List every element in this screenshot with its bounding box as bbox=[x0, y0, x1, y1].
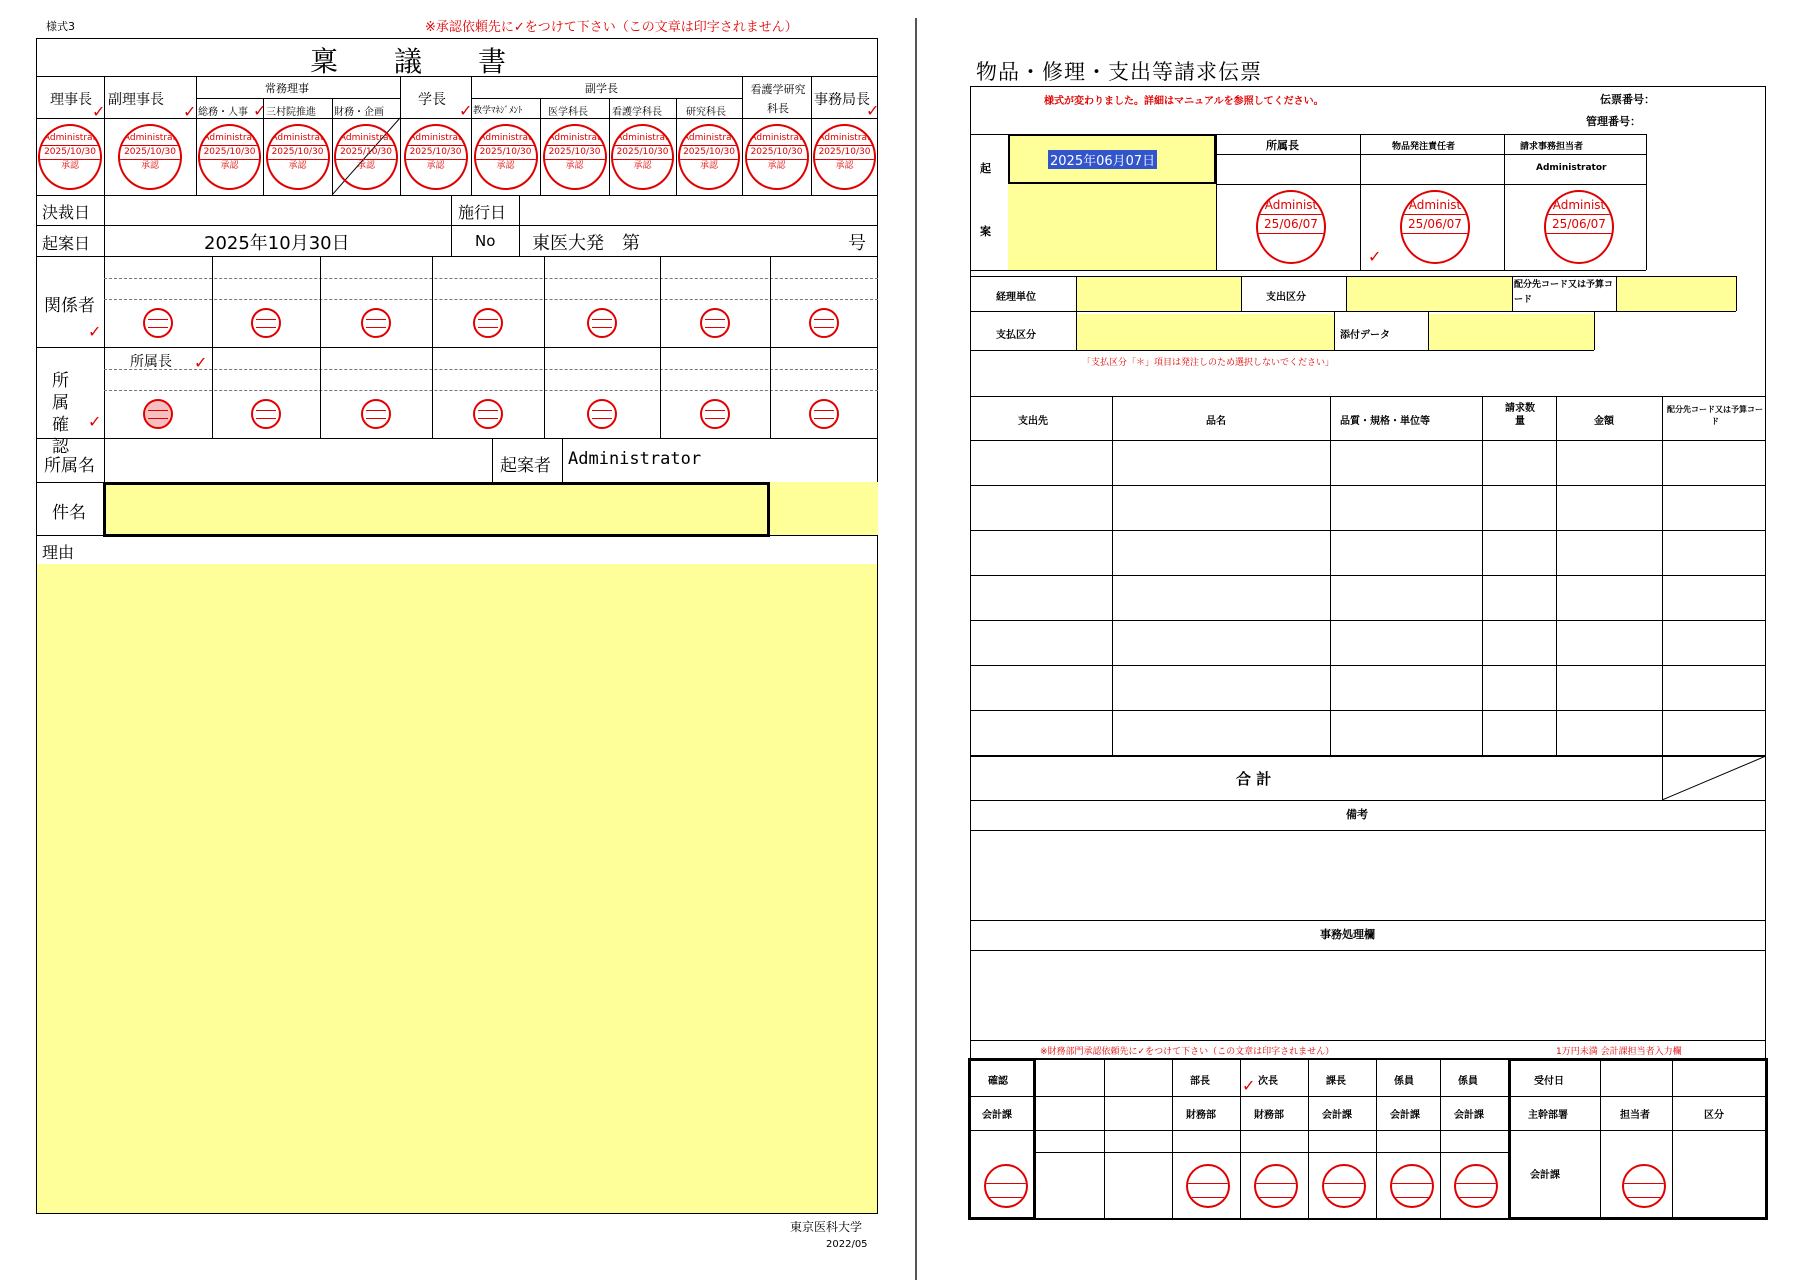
th-payee: 支出先 bbox=[1018, 416, 1048, 427]
executive-sub-3: 財務・企画 bbox=[334, 107, 384, 118]
empty-stamp-icon[interactable] bbox=[361, 399, 391, 429]
bottom-head: 部長 bbox=[1190, 1076, 1210, 1087]
empty-stamp-icon[interactable] bbox=[587, 399, 617, 429]
stamp-name: Administ bbox=[1552, 198, 1606, 212]
bottom-dept: 財務部 bbox=[1254, 1110, 1284, 1121]
table-row[interactable] bbox=[970, 575, 1766, 576]
grid-line bbox=[770, 347, 771, 438]
check-mark[interactable]: ✓ bbox=[1242, 1076, 1256, 1095]
stamp-name: Administrat bbox=[203, 133, 256, 143]
office-label: 事務処理欄 bbox=[1320, 928, 1375, 941]
grid-line bbox=[432, 256, 433, 347]
grid-line bbox=[320, 347, 321, 438]
grid-line bbox=[1440, 1058, 1441, 1220]
executive-sub-2: 三村院推進 bbox=[266, 107, 316, 118]
accounting-label-2: 会計課 bbox=[1530, 1170, 1560, 1181]
table-row[interactable] bbox=[970, 485, 1766, 486]
stamp-name: Administrat bbox=[682, 133, 736, 143]
grid-line bbox=[544, 347, 545, 438]
grid-line bbox=[212, 256, 213, 347]
grid-line bbox=[1308, 1058, 1309, 1220]
payment-type-input[interactable] bbox=[1076, 314, 1334, 350]
attach-label: 添付データ bbox=[1340, 330, 1390, 341]
grid-line bbox=[432, 347, 433, 438]
approver-nursing: 看護学研究科長 bbox=[750, 83, 806, 115]
table-row[interactable] bbox=[970, 710, 1766, 711]
budget-code-label: 配分先コード又は予算コード bbox=[1514, 280, 1614, 305]
check-mark[interactable]: ✓ bbox=[459, 101, 473, 120]
col-head-dept-head: 所属長 bbox=[1266, 139, 1299, 152]
empty-stamp-icon[interactable] bbox=[809, 399, 839, 429]
grid-line bbox=[104, 299, 878, 300]
grid-line bbox=[1104, 1058, 1105, 1220]
empty-stamp-icon[interactable] bbox=[700, 399, 730, 429]
stamp-date: 25/06/07 bbox=[1546, 214, 1612, 234]
grid-line bbox=[104, 369, 878, 370]
draft-date-selected[interactable]: 2025年06月07日 bbox=[1048, 150, 1157, 169]
received-label: 受付日 bbox=[1534, 1076, 1564, 1087]
approval-stamp bbox=[266, 124, 330, 190]
empty-stamp-icon[interactable] bbox=[143, 308, 173, 338]
confirm-label: 確認 bbox=[988, 1076, 1008, 1087]
stamp-name: Administrat bbox=[818, 133, 871, 143]
empty-stamp-icon[interactable] bbox=[473, 399, 503, 429]
total-diagonal bbox=[1662, 756, 1766, 800]
approval-stamp bbox=[813, 124, 876, 190]
stamp-name: Administrat bbox=[123, 133, 177, 143]
stamp-date: 2025/10/30 bbox=[406, 145, 466, 160]
stamp-name: Administrat bbox=[548, 133, 601, 143]
approver-vice-chairman: 副理事長 bbox=[108, 92, 164, 108]
table-row[interactable] bbox=[970, 530, 1766, 531]
executive-sub-1: 総務・人事 bbox=[198, 107, 248, 118]
grid-line bbox=[1600, 1058, 1601, 1220]
empty-stamp-icon[interactable] bbox=[473, 308, 503, 338]
empty-stamp-icon[interactable] bbox=[809, 308, 839, 338]
grid-line bbox=[1240, 1058, 1241, 1220]
grid-line bbox=[1172, 1058, 1173, 1220]
check-mark[interactable]: ✓ bbox=[1368, 247, 1382, 266]
bottom-stamp bbox=[1254, 1164, 1298, 1208]
stamp-date: 2025/10/30 bbox=[680, 145, 738, 160]
stamp-name: Administrat bbox=[479, 133, 532, 143]
clerk-name: Administrator bbox=[1536, 163, 1607, 173]
vice-sub-1: 教学ﾏﾈｼﾞﾒﾝﾄ bbox=[473, 106, 523, 116]
check-mark[interactable]: ✓ bbox=[253, 101, 267, 120]
expense-type-label: 支出区分 bbox=[1266, 292, 1306, 303]
doc-number-suffix: 号 bbox=[848, 233, 866, 254]
dept-name-label: 所属名 bbox=[44, 456, 95, 476]
stamp-date: 2025/10/30 bbox=[545, 145, 605, 160]
executive-group: 常務理事 bbox=[265, 82, 309, 95]
stamp-date: 2025/10/30 bbox=[476, 145, 536, 160]
check-mark[interactable]: ✓ bbox=[88, 412, 102, 431]
budget-unit-label: 経理単位 bbox=[996, 292, 1036, 303]
stamp-status: 承認 bbox=[633, 161, 652, 171]
decision-date-label: 決裁日 bbox=[42, 203, 91, 222]
approver-secretary: 事務局長 bbox=[814, 92, 870, 108]
bottom-dept: 会計課 bbox=[1454, 1110, 1484, 1121]
stamp-status: 承認 bbox=[699, 161, 718, 171]
stamp-date: 2025/10/30 bbox=[120, 145, 180, 160]
budget-unit-input[interactable] bbox=[1076, 276, 1241, 311]
stamp-date: 2025/10/30 bbox=[747, 145, 807, 160]
draft-stamp bbox=[1256, 190, 1326, 264]
accounting-label: 会計課 bbox=[982, 1110, 1012, 1121]
stamp-status: 承認 bbox=[60, 161, 79, 171]
bottom-dept: 財務部 bbox=[1186, 1110, 1216, 1121]
bottom-stamp bbox=[1622, 1164, 1666, 1208]
stamp-date: 2025/10/30 bbox=[613, 145, 672, 160]
stamp-name: Administrat bbox=[43, 133, 97, 143]
th-amount: 金額 bbox=[1594, 416, 1614, 427]
empty-stamp-icon[interactable] bbox=[251, 399, 281, 429]
stamp-status: 承認 bbox=[767, 161, 786, 171]
draft-label-ki: 起 bbox=[980, 162, 991, 175]
grid-line bbox=[104, 390, 878, 391]
approval-stamp bbox=[611, 124, 674, 190]
stamp-name: Administrat bbox=[271, 133, 324, 143]
attach-input[interactable] bbox=[1428, 314, 1594, 350]
subject-input[interactable] bbox=[103, 482, 770, 537]
stamp-status: 承認 bbox=[835, 161, 854, 171]
stamp-status: 承認 bbox=[565, 161, 584, 171]
grid-line bbox=[770, 256, 771, 347]
vice-sub-3: 看護学科長 bbox=[612, 107, 662, 118]
approval-stamp bbox=[678, 124, 740, 190]
reason-label: 理由 bbox=[42, 543, 75, 562]
instruction-note: ※承認依頼先に✓をつけて下さい（この文章は印字されません） bbox=[425, 20, 798, 35]
stamp-date: 25/06/07 bbox=[1258, 214, 1324, 234]
stamp-status: 承認 bbox=[426, 161, 445, 171]
bottom-head: 係員 bbox=[1394, 1076, 1414, 1087]
draft-stamp bbox=[1400, 190, 1470, 264]
approval-stamp bbox=[198, 124, 261, 190]
payment-type-label: 支払区分 bbox=[996, 330, 1036, 341]
stamp-name: Administrat bbox=[750, 133, 803, 143]
bottom-stamp bbox=[984, 1164, 1028, 1208]
approval-stamp bbox=[404, 124, 468, 190]
stamp-name: Administ bbox=[1264, 198, 1318, 212]
form-version: 2022/05 bbox=[826, 1239, 868, 1250]
empty-stamp-icon[interactable] bbox=[587, 308, 617, 338]
bottom-stamp bbox=[1390, 1164, 1434, 1208]
col-head-clerk: 請求事務担当者 bbox=[1520, 142, 1584, 152]
grid-line bbox=[544, 256, 545, 347]
reason-input[interactable] bbox=[37, 564, 877, 1213]
person-label: 担当者 bbox=[1620, 1110, 1650, 1121]
th-spec: 品質・規格・単位等 bbox=[1340, 416, 1430, 427]
stamp-date: 2025/10/30 bbox=[268, 145, 328, 160]
stamp-name: Administrat bbox=[616, 133, 669, 143]
approver-chairman: 理事長 bbox=[50, 92, 92, 108]
check-mark[interactable]: ✓ bbox=[194, 353, 208, 372]
col-head-order-manager: 物品発注責任者 bbox=[1392, 142, 1456, 152]
related-label: 関係者 bbox=[44, 296, 95, 316]
th-item-name: 品名 bbox=[1206, 416, 1226, 427]
payment-note: 「支払区分「＊」項目は発注しのため選択しないでください」 bbox=[1082, 358, 1335, 368]
grid-line bbox=[320, 256, 321, 347]
grid-line bbox=[660, 347, 661, 438]
total-label: 合 計 bbox=[1236, 770, 1272, 788]
format-notice: 様式が変わりました。詳細はマニュアルを参照してください。 bbox=[1044, 96, 1324, 107]
panel-divider bbox=[915, 18, 917, 1280]
approval-stamp bbox=[334, 124, 398, 190]
grid-line bbox=[104, 278, 878, 279]
mgmt-no-label: 管理番号： bbox=[1586, 115, 1641, 128]
slip-title: 物品・修理・支出等請求伝票 bbox=[976, 60, 1262, 84]
slip-no-label: 伝票番号： bbox=[1600, 93, 1655, 106]
bottom-head: 課長 bbox=[1326, 1076, 1346, 1087]
stamp-status: 承認 bbox=[496, 161, 515, 171]
main-dept-label: 主幹部署 bbox=[1528, 1110, 1568, 1121]
vice-sub-4: 研究科長 bbox=[686, 107, 726, 118]
dept-head-label: 所属長 bbox=[130, 354, 172, 370]
subject-label: 件名 bbox=[52, 503, 86, 523]
form-code: 様式3 bbox=[46, 20, 75, 33]
bottom-stamp bbox=[1322, 1164, 1366, 1208]
form-title: 稟 議 書 bbox=[310, 45, 507, 78]
approval-stamp bbox=[474, 124, 538, 190]
empty-stamp-icon[interactable] bbox=[700, 308, 730, 338]
bottom-note-2: 1万円未満 会計課担当者入力欄 bbox=[1556, 1047, 1682, 1057]
check-mark[interactable]: ✓ bbox=[866, 101, 880, 120]
stamp-date: 2025/10/30 bbox=[40, 145, 100, 160]
category-label: 区分 bbox=[1704, 1110, 1724, 1121]
stamp-name: Administ bbox=[1408, 198, 1462, 212]
grid-line bbox=[660, 256, 661, 347]
grid-line bbox=[1508, 1058, 1509, 1220]
grid-line bbox=[1376, 1058, 1377, 1220]
approval-stamp bbox=[118, 124, 182, 190]
bottom-head: 次長 bbox=[1258, 1076, 1278, 1087]
check-mark[interactable]: ✓ bbox=[183, 102, 197, 121]
effective-date-label: 施行日 bbox=[458, 203, 507, 222]
empty-stamp-icon[interactable] bbox=[143, 399, 173, 429]
approver-president: 学長 bbox=[418, 92, 446, 108]
approval-stamp bbox=[543, 124, 607, 190]
check-mark[interactable]: ✓ bbox=[88, 322, 102, 341]
draft-date-value[interactable]: 2025年10月30日 bbox=[204, 233, 350, 254]
check-mark[interactable]: ✓ bbox=[92, 102, 106, 121]
stamp-date: 2025/10/30 bbox=[815, 145, 874, 160]
stamp-status: 承認 bbox=[288, 161, 307, 171]
th-budget-code: 配分先コード又は予算コード bbox=[1667, 405, 1763, 426]
bottom-dept: 会計課 bbox=[1322, 1110, 1352, 1121]
remarks-label: 備考 bbox=[1346, 808, 1368, 821]
empty-stamp-icon[interactable] bbox=[361, 308, 391, 338]
budget-code-input[interactable] bbox=[1616, 276, 1736, 311]
no-label: No bbox=[475, 232, 496, 250]
bottom-dept: 会計課 bbox=[1390, 1110, 1420, 1121]
bottom-stamp bbox=[1186, 1164, 1230, 1208]
doc-number-prefix: 東医大発 第 bbox=[532, 233, 640, 254]
vice-sub-2: 医学科長 bbox=[548, 107, 588, 118]
stamp-status: 承認 bbox=[140, 161, 159, 171]
drafter-label: 起案者 bbox=[500, 456, 551, 476]
grid-line bbox=[1672, 1058, 1673, 1220]
bottom-note: ※財務部門承認依頼先に✓をつけて下さい（この文章は印字されません） bbox=[1040, 1047, 1335, 1057]
stamp-date: 2025/10/30 bbox=[336, 145, 396, 160]
university-name: 東京医科大学 bbox=[790, 1220, 863, 1234]
th-quantity: 請求数量 bbox=[1505, 403, 1535, 427]
approval-stamp bbox=[38, 124, 102, 190]
vice-group: 副学長 bbox=[585, 82, 618, 95]
bottom-stamp bbox=[1454, 1164, 1498, 1208]
empty-stamp-icon[interactable] bbox=[251, 308, 281, 338]
stamp-date: 25/06/07 bbox=[1402, 214, 1468, 234]
stamp-name: Administrat bbox=[339, 133, 393, 143]
draft-label-an: 案 bbox=[980, 225, 991, 238]
draft-date-label: 起案日 bbox=[42, 234, 91, 253]
stamp-status: 承認 bbox=[356, 161, 375, 171]
table-row[interactable] bbox=[970, 665, 1766, 666]
expense-type-input[interactable] bbox=[1346, 276, 1512, 311]
dept-confirm-label: 所属確認 bbox=[52, 371, 69, 457]
stamp-name: Administrat bbox=[409, 133, 462, 143]
draft-stamp bbox=[1544, 190, 1614, 264]
drafter-value[interactable]: Administrator bbox=[568, 449, 702, 469]
approval-stamp bbox=[745, 124, 809, 190]
table-row[interactable] bbox=[970, 620, 1766, 621]
bottom-head: 係員 bbox=[1458, 1076, 1478, 1087]
stamp-status: 承認 bbox=[220, 161, 239, 171]
stamp-date: 2025/10/30 bbox=[200, 145, 259, 160]
grid-line bbox=[212, 347, 213, 438]
